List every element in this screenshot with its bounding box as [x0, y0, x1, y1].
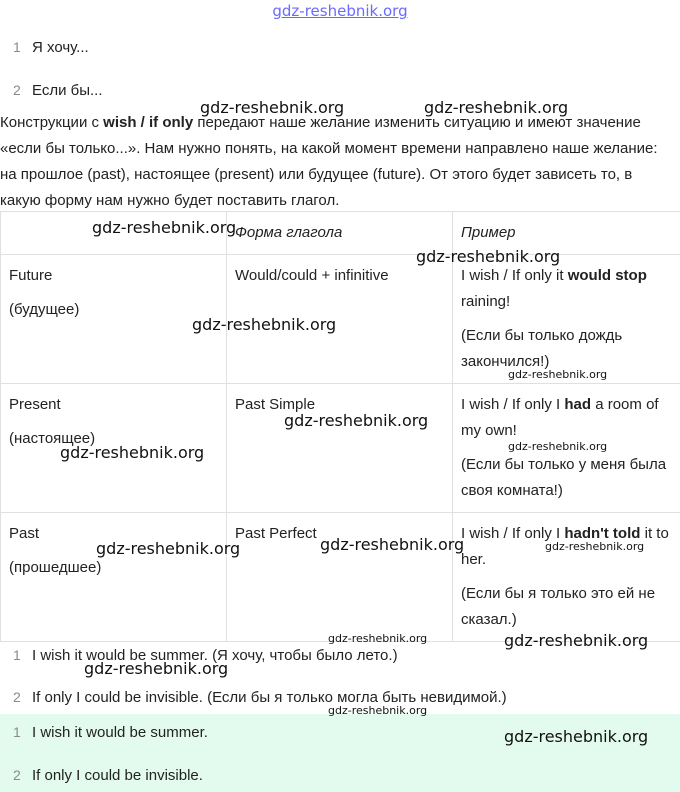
watermark: gdz-reshebnik.org [328, 632, 428, 645]
list-number: 2 [13, 689, 21, 705]
example-translation: (Если бы я только это ей не сказал.) [461, 585, 656, 628]
watermark: gdz-reshebnik.org [508, 368, 608, 381]
paragraph-keyword: wish / if only [103, 114, 194, 131]
watermark: gdz-reshebnik.org [200, 98, 345, 117]
list-number: 1 [13, 39, 21, 55]
watermark: gdz-reshebnik.org [96, 539, 241, 558]
answer-sentence: I wish it would be summer. [32, 723, 208, 741]
example-verb: would stop [567, 267, 647, 284]
example-text: I wish / If only I [461, 525, 565, 542]
example-verb: had [564, 396, 592, 413]
watermark: gdz-reshebnik.org [284, 411, 429, 430]
list-number: 1 [13, 647, 21, 663]
watermark: gdz-reshebnik.org [424, 98, 569, 117]
watermark: gdz-reshebnik.org [545, 540, 645, 553]
example-sentence: If only I could be invisible. (Если бы я только могла быть невидимой.) [32, 688, 507, 706]
example-translation: (Если бы только дождь закончился!) [461, 327, 623, 370]
watermark: gdz-reshebnik.org [416, 247, 561, 266]
header-form: Форма глагола [227, 212, 453, 255]
time-label: Past [9, 525, 40, 542]
watermark: gdz-reshebnik.org [192, 315, 337, 334]
example-text: I wish / If only it [461, 267, 568, 284]
list-number: 1 [13, 724, 21, 740]
watermark: gdz-reshebnik.org [504, 631, 649, 650]
example-translation: (Если бы только у меня была своя комната!) [461, 456, 667, 499]
form-cell: Would/could + infinitive [227, 255, 453, 384]
time-cell [1, 513, 227, 642]
time-label-ru: (настоящее) [9, 430, 96, 447]
answer-sentence: If only I could be invisible. [32, 766, 203, 784]
paragraph-text: Конструкции с [0, 114, 104, 131]
example-text: a room of my own! [461, 396, 659, 439]
watermark: gdz-reshebnik.org [320, 535, 465, 554]
list-text: Я хочу... [32, 38, 89, 56]
watermark: gdz-reshebnik.org [92, 218, 237, 237]
example-text: I wish / If only I [461, 396, 565, 413]
watermark: gdz-reshebnik.org [508, 440, 608, 453]
list-number: 2 [13, 767, 21, 783]
example-cell [453, 255, 680, 384]
time-label: Present [9, 396, 61, 413]
watermark: gdz-reshebnik.org [504, 727, 649, 746]
example-verb: hadn't told [564, 525, 641, 542]
example-text: it to her. [461, 525, 669, 568]
list-text: Если бы... [32, 81, 103, 99]
time-label: Future [9, 267, 53, 284]
watermark: gdz-reshebnik.org [328, 704, 428, 717]
header-example: Пример [453, 212, 680, 255]
list-number: 2 [13, 82, 21, 98]
table-row [1, 513, 680, 642]
explanation-paragraph [0, 110, 676, 214]
time-label-ru: (будущее) [9, 301, 80, 318]
table-row [1, 255, 680, 384]
site-link[interactable]: gdz-reshebnik.org [272, 2, 408, 20]
example-text: raining! [461, 293, 511, 310]
example-sentence: I wish it would be summer. (Я хочу, чтобы было лето.) [32, 646, 398, 664]
list-item [0, 33, 680, 61]
form-cell: Past Perfect [227, 513, 453, 642]
paragraph-text: передают наше желание изменить ситуацию и имеют значение «если бы только...». Нам нужно понять, на какой момент времени направлено наше желание: на прошлое (past), настоящее (present) или будущее (future). От этого будет зависеть то, в какую форму нам нужно будет поставить глагол. [0, 114, 658, 209]
answer-item [0, 761, 680, 789]
watermark: gdz-reshebnik.org [60, 443, 205, 462]
watermark: gdz-reshebnik.org [84, 659, 229, 678]
example-cell [453, 513, 680, 642]
time-label-ru: (прошедшее) [9, 559, 102, 576]
form-cell: Past Simple [227, 384, 453, 513]
